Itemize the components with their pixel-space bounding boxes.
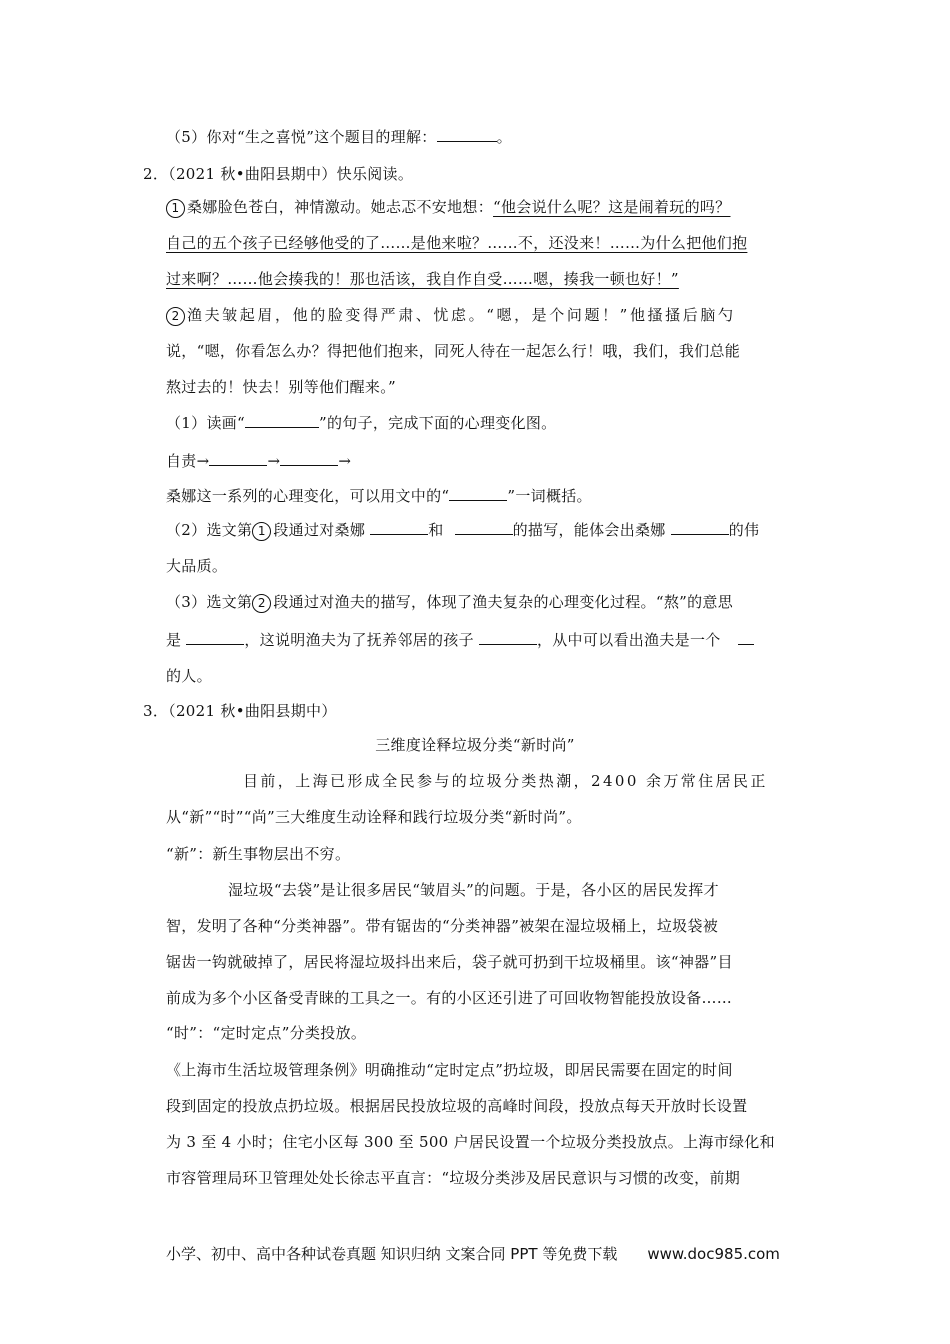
answer-blank[interactable] — [186, 630, 244, 645]
arrow-right-icon: → — [267, 452, 281, 470]
circled-number-2: 2 — [252, 594, 271, 613]
q2-paragraph-1-line-2: 自己的五个孩子已经够他受的了……是他来啦？……不，还没来！……为什么把他们抱 — [166, 234, 748, 252]
circled-number-1: 1 — [166, 199, 185, 218]
section-new-line-3: 锯齿一钩就破掉了，居民将湿垃圾抖出来后，袋子就可扔到干垃圾桶里。该“神器”目 — [166, 953, 733, 971]
q1-part5-prompt: （5）你对“生之喜悦”这个题目的理解： 。 — [166, 128, 512, 146]
page-footer — [166, 1243, 780, 1264]
circled-number-1: 1 — [252, 522, 271, 541]
q2-paragraph-1-line-1: 1 桑娜脸色苍白，神情激动。她忐忑不安地想：“他会说什么呢？这是闹着玩的吗？ — [166, 196, 731, 218]
footer-link[interactable]: www.doc985.com — [647, 1245, 780, 1263]
q2-sub3-continuation: 是 ，这说明渔夫为了抚养邻居的孩子 ，从中可以看出渔夫是一个 — [166, 629, 754, 651]
question-2-header: 2．（2021 秋•曲阳县期中）快乐阅读。 — [143, 165, 414, 183]
q2-sub1-summary: 桑娜这一系列的心理变化，可以用文中的“ ”一词概括。 — [166, 487, 592, 505]
q2-sub3-prompt: （3）选文第 2 段通过对渔夫的描写，体现了渔夫复杂的心理变化过程。“熬”的意思 — [166, 593, 733, 611]
q2-sub2-prompt: （2）选文第 1 段通过对桑娜 和 的描写，能体会出桑娜 的伟 — [166, 521, 760, 539]
section-time-line-4: 市容管理局环卫管理处处长徐志平直言：“垃圾分类涉及居民意识与习惯的改变，前期 — [166, 1169, 741, 1187]
article-intro-line-1: 目前，上海已形成全民参与的垃圾分类热潮，2400 余万常住居民正 — [243, 772, 768, 790]
answer-blank[interactable] — [370, 520, 428, 535]
arrow-right-icon: → — [196, 452, 210, 470]
section-new-line-1: 湿垃圾“去袋”是让很多居民“皱眉头”的问题。于是，各小区的居民发挥才 — [228, 881, 719, 899]
circled-number-2: 2 — [166, 307, 185, 326]
answer-blank[interactable] — [437, 127, 497, 142]
q2-paragraph-1-line-3: 过来啊？……他会揍我的！那也活该，我自作自受……嗯，揍我一顿也好！” — [166, 270, 679, 288]
section-new-line-2: 智，发明了各种“分类神器”。带有锯齿的“分类神器”被架在湿垃圾桶上，垃圾袋被 — [166, 917, 719, 935]
psychology-flow-diagram: 自责→ → → — [166, 452, 352, 470]
answer-blank[interactable] — [245, 413, 319, 428]
section-heading-time: “时”：“定时定点”分类投放。 — [166, 1024, 367, 1042]
answer-blank[interactable] — [280, 451, 338, 466]
q2-paragraph-2-line-3: 熬过去的！快去！别等他们醒来。” — [166, 378, 396, 396]
question-3-header: 3．（2021 秋•曲阳县期中） — [143, 702, 337, 720]
article-intro-line-2: 从“新”“时”“尚”三大维度生动诠释和践行垃圾分类“新时尚”。 — [166, 808, 582, 826]
q2-paragraph-2-line-2: 说，“嗯，你看怎么办？得把他们抱来，同死人待在一起怎么行！哦，我们，我们总能 — [166, 342, 741, 360]
answer-blank[interactable] — [449, 486, 507, 501]
answer-blank[interactable] — [455, 520, 513, 535]
answer-blank[interactable] — [479, 630, 537, 645]
section-time-line-3: 为 3 至 4 小时；住宅小区每 300 至 500 户居民设置一个垃圾分类投放点。上海市绿化和 — [166, 1133, 775, 1151]
underlined-sentence: “他会说什么呢？这是闹着玩的吗？ — [493, 198, 731, 216]
footer-text: 小学、初中、高中各种试卷真题 知识归纳 文案合同 PPT 等免费下载 — [166, 1245, 618, 1263]
answer-blank[interactable] — [738, 630, 754, 645]
q2-sub3-end: 的人。 — [166, 667, 212, 685]
section-time-line-2: 段到固定的投放点扔垃圾。根据居民投放垃圾的高峰时间段，投放点每天开放时长设置 — [166, 1097, 748, 1115]
arrow-right-icon: → — [338, 452, 352, 470]
q2-sub1-prompt: （1）读画“ ”的句子，完成下面的心理变化图。 — [166, 414, 557, 432]
section-heading-new: “新”：新生事物层出不穷。 — [166, 845, 351, 863]
section-time-line-1: 《上海市生活垃圾管理条例》明确推动“定时定点”扔垃圾，即居民需要在固定的时间 — [166, 1061, 733, 1079]
answer-blank[interactable] — [209, 451, 267, 466]
q2-sub2-continuation: 大品质。 — [166, 557, 228, 575]
q2-paragraph-2-line-1: 2 渔夫皱起眉，他的脸变得严肃、忧虑。“嗯，是个问题！”他搔搔后脑勺 — [166, 304, 736, 326]
section-new-line-4: 前成为多个小区备受青睐的工具之一。有的小区还引进了可回收物智能投放设备…… — [166, 989, 733, 1007]
answer-blank[interactable] — [671, 520, 729, 535]
article-title: 三维度诠释垃圾分类“新时尚” — [375, 736, 575, 754]
